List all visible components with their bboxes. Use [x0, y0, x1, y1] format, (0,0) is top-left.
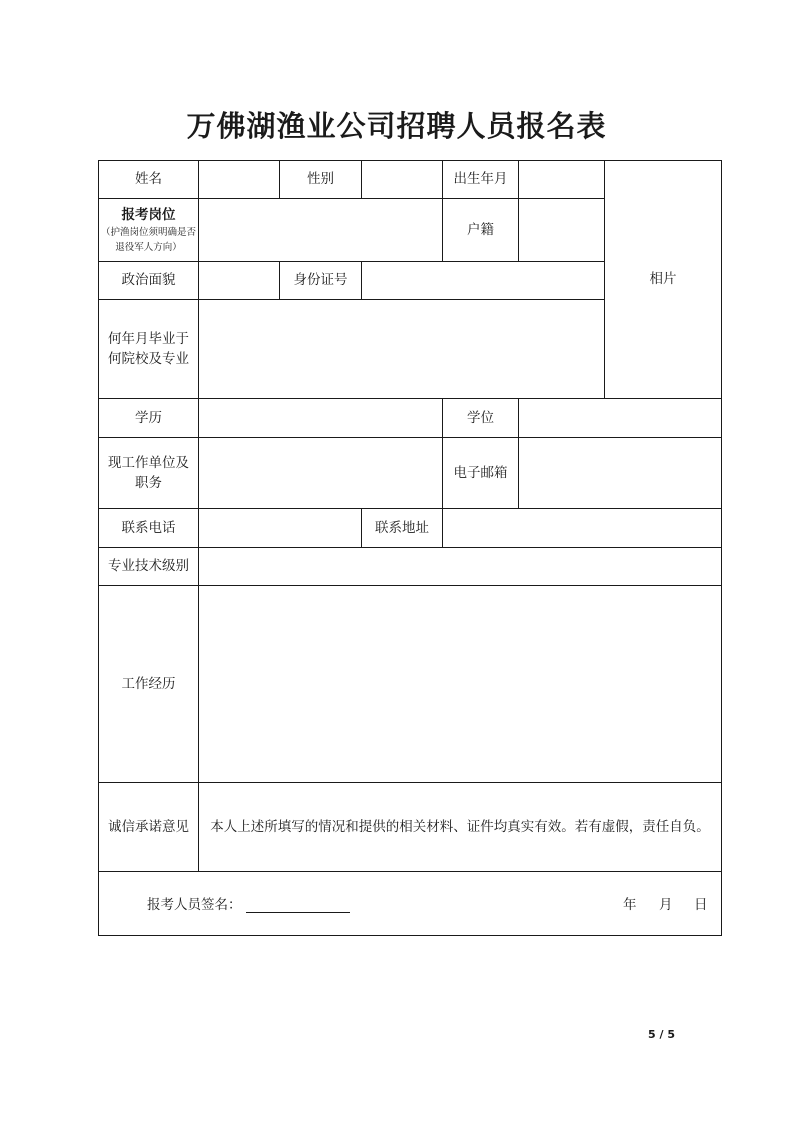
hukou-field[interactable]	[519, 199, 605, 262]
position-field[interactable]	[199, 199, 443, 262]
signature-row	[99, 872, 722, 936]
signature-line[interactable]	[246, 912, 350, 913]
date-month-label: 月	[659, 897, 673, 913]
work-unit-field[interactable]	[199, 438, 443, 509]
application-form-table	[98, 160, 722, 936]
gender-label: 性别	[280, 161, 362, 199]
photo-box[interactable]	[605, 161, 722, 399]
position-label-cell	[99, 199, 199, 262]
page-title: 万佛湖渔业公司招聘人员报名表	[186, 109, 607, 143]
address-field[interactable]	[443, 509, 722, 548]
address-label: 联系地址	[362, 509, 443, 548]
education-label: 学历	[99, 399, 199, 438]
political-field[interactable]	[199, 262, 280, 300]
name-label: 姓名	[99, 161, 199, 199]
photo-label: 相片	[649, 271, 677, 288]
name-field[interactable]	[199, 161, 280, 199]
integrity-label: 诚信承诺意见	[99, 783, 199, 872]
phone-label: 联系电话	[99, 509, 199, 548]
education-field[interactable]	[199, 399, 443, 438]
id-number-label: 身份证号	[280, 262, 362, 300]
id-number-field[interactable]	[362, 262, 605, 300]
signature-label: 报考人员签名：	[147, 897, 242, 913]
tech-level-field[interactable]	[199, 548, 722, 586]
phone-field[interactable]	[199, 509, 362, 548]
degree-label: 学位	[443, 399, 519, 438]
birth-label: 出生年月	[443, 161, 519, 199]
page-number: 5 / 5	[648, 1028, 675, 1041]
degree-field[interactable]	[519, 399, 722, 438]
date-day-label: 日	[694, 897, 708, 913]
graduation-field[interactable]	[199, 300, 605, 399]
birth-field[interactable]	[519, 161, 605, 199]
tech-level-label: 专业技术级别	[99, 548, 199, 586]
work-history-field[interactable]	[199, 586, 722, 783]
gender-field[interactable]	[362, 161, 443, 199]
email-label: 电子邮箱	[443, 438, 519, 509]
political-label: 政治面貌	[99, 262, 199, 300]
position-label: 报考岗位	[121, 206, 176, 223]
position-note: （护渔岗位须明确是否退役军人方向）	[100, 226, 196, 254]
work-history-label: 工作经历	[99, 586, 199, 783]
hukou-label: 户籍	[443, 199, 519, 262]
email-field[interactable]	[519, 438, 722, 509]
pledge-text: 本人上述所填写的情况和提供的相关材料、证件均真实有效。若有虚假，责任自负。	[199, 783, 722, 872]
work-unit-label: 现工作单位及职务	[99, 438, 199, 509]
date-year-label: 年	[623, 897, 637, 913]
graduation-label: 何年月毕业于何院校及专业	[99, 300, 199, 399]
